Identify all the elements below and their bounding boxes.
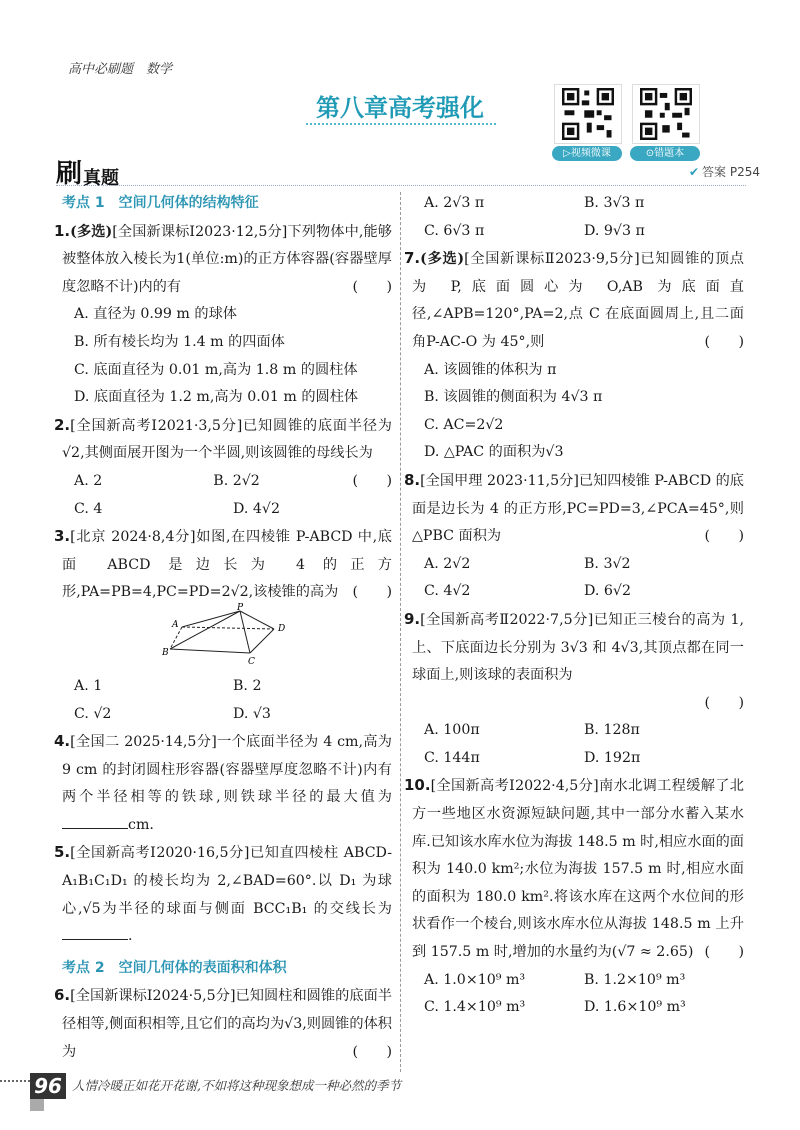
qr-caption-video[interactable]: ▷视频微课 (552, 146, 622, 161)
check-icon: ✔ (688, 165, 700, 179)
options-row: C. 144π D. 192π (424, 749, 641, 766)
options-row: A. 2 B. 2√2 (74, 472, 260, 489)
options-row: A. 2√3 π B. 3√3 π (424, 195, 645, 211)
option: D. 底面直径为 1.2 m,高为 0.01 m 的圆柱体 (74, 389, 359, 406)
knowledge-point-2: 考点 2 空间几何体的表面积和体积 (62, 959, 287, 976)
options-row: C. 1.4×10⁹ m³ D. 1.6×10⁹ m³ (424, 999, 686, 1016)
chapter-title: 第八章高考强化 (316, 94, 484, 122)
right-column (404, 190, 744, 1022)
title-underline (306, 123, 496, 125)
svg-text:A: A (172, 619, 179, 630)
footer-motto: 人情冷暖正如花开花谢,不如将这种现象想成一种必然的季节 (72, 1078, 401, 1093)
answer-paren: ( ) (704, 694, 744, 711)
option: A. 直径为 0.99 m 的球体 (74, 306, 237, 323)
option: C. 底面直径为 0.01 m,高为 1.8 m 的圆柱体 (74, 361, 358, 378)
option: B. 所有棱长均为 1.4 m 的四面体 (74, 333, 285, 350)
answer-blank[interactable] (62, 925, 128, 940)
option: C. AC=2√2 (424, 416, 504, 433)
svg-text:B: B (162, 647, 169, 658)
option: B. 该圆锥的侧面积为 4√3 π (424, 389, 603, 406)
options-row: A. 1.0×10⁹ m³ B. 1.2×10⁹ m³ (424, 971, 686, 988)
qr-caption-mistakes[interactable]: ⊙错题本 (630, 146, 700, 161)
options-row: A. 1 B. 2 (74, 677, 262, 694)
qr-icon (562, 88, 614, 140)
book-title: 高中必刷题 数学 (68, 62, 173, 77)
question-7: 7.(多选)[全国新课标Ⅱ2023·9,5分]已知圆锥的顶点为 P,底面圆心为 O,AB 为底面直径,∠APB=120°,PA=2,点 C 在底面圆周上,且二面角P-AC-O 为 45°,则 ( ) (404, 249, 744, 350)
question-9: 9.[全国新高考Ⅱ2022·7,5分]已知正三棱台的高为 1,上、下底面边长分别为 3√3 和 4√3,其顶点都在同一球面上,则该球的表面积为 (404, 609, 744, 684)
question-8: 8.[全国甲理 2023·11,5分]已知四棱锥 P-ABCD 的底面是边长为 4 的正方形,PC=PD=3,∠PCA=45°,则△PBC 面积为 ( ) (404, 470, 744, 545)
footer-dots (0, 1080, 30, 1082)
answer-reference: ✔ 答案 P254 (688, 165, 760, 179)
svg-text:P: P (237, 602, 244, 613)
footer-decoration (30, 1099, 44, 1111)
options-row: C. 6√3 π D. 9√3 π (424, 222, 645, 239)
section-divider (56, 185, 746, 186)
question-3: 3.[北京 2024·8,4分]如图,在四棱锥 P-ABCD 中,底面 ABCD 是边长为 4 的正方形,PA=PB=4,PC=PD=2√2,该棱锥的高为 ( ) (54, 527, 392, 601)
question-2: 2.[全国新高考Ⅰ2021·3,5分]已知圆锥的底面半径为√2,其侧面展开图为一个半圆,则该圆锥的母线长为 ( ) (54, 415, 392, 489)
qr-code-mistakes[interactable] (632, 84, 700, 144)
question-6: 6.[全国新课标Ⅰ2024·5,5分]已知圆柱和圆锥的底面半径相等,侧面积相等,且它们的高均为√3,则圆锥的体积为 ( ) (54, 986, 392, 1060)
options-row: C. √2 D. √3 (74, 705, 271, 722)
svg-text:D: D (278, 623, 286, 634)
pyramid-figure (62, 602, 392, 673)
qr-icon (640, 88, 692, 140)
options-row: C. 4 D. 4√2 (74, 500, 280, 517)
question-4: 4.[全国二 2025·14,5分]一个底面半径为 4 cm,高为 9 cm 的封闭圆柱形容器(容器壁厚度忽略不计)内有两个半径相等的铁球,则铁球半径的最大值为cm. (54, 732, 392, 833)
option: A. 该圆锥的体积为 π (424, 361, 557, 378)
knowledge-point-1: 考点 1 空间几何体的结构特征 (62, 195, 259, 211)
question-10: 10.[全国新高考Ⅰ2022·4,5分]南水北调工程缓解了北方一些地区水资源短缺问题,其中一部分水蓄入某水库.已知该水库水位为海拔 148.5 m 时,相应水面的面积为 140.0 km²;水位为海拔 157.5 m 时,相应水面的面积为 180.0 km².将该水库在这两个水位间的形状看作一个棱台,则该水库水位从海拔 148.5 m 上升到 157.5 m 时,增加的水量约为(√7 ≈ 2.65) ( ) (404, 776, 744, 961)
question-1: 1.(多选)[全国新课标Ⅰ2023·12,5分]下列物体中,能够被整体放入棱长为1(单位:m)的正方体容器(容器壁厚度忽略不计)内的有 ( ) (54, 221, 392, 295)
svg-text:C: C (248, 656, 255, 667)
answer-blank[interactable] (62, 814, 128, 829)
page-number: 96 (30, 1073, 66, 1099)
options-row: C. 4√2 D. 6√2 (424, 583, 631, 600)
question-5: 5.[全国新高考Ⅰ2020·16,5分]已知直四棱柱 ABCD-A₁B₁C₁D₁ 的棱长均为 2,∠BAD=60°.以 D₁ 为球心,√5为半径的球面与侧面 BCC₁B₁ 的交线长为. (54, 843, 392, 945)
option: D. △PAC 的面积为√3 (424, 444, 564, 461)
section-heading: 刷 真题 (56, 159, 120, 189)
qr-code-video[interactable] (554, 84, 622, 144)
options-row: A. 100π B. 128π (424, 722, 640, 739)
column-divider (400, 192, 401, 1072)
left-column (54, 190, 392, 1066)
options-row: A. 2√2 B. 3√2 (424, 555, 631, 572)
